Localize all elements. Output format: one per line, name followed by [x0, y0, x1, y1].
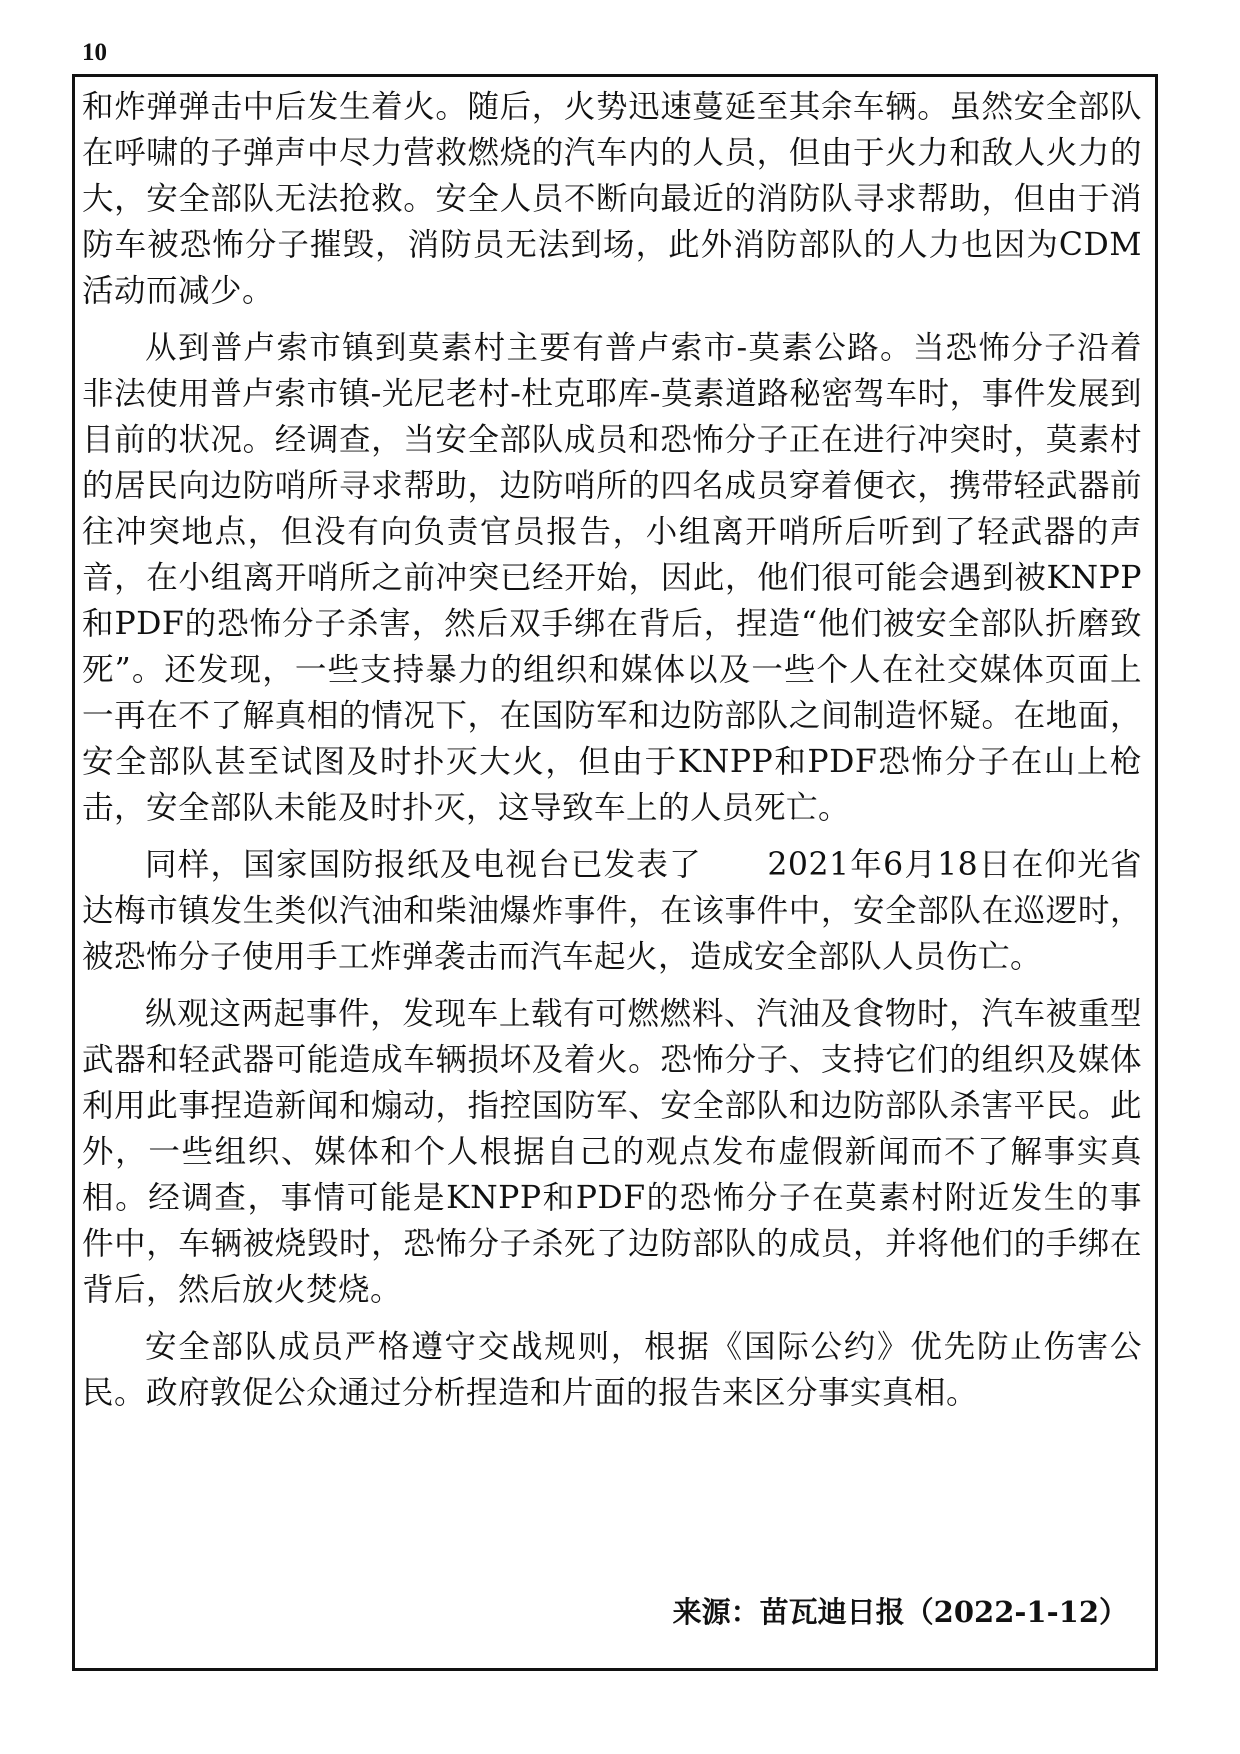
- paragraph-4: 纵观这两起事件，发现车上载有可燃燃料、汽油及食物时，汽车被重型武器和轻武器可能造成车辆损坏及着火。恐怖分子、支持它们的组织及媒体利用此事捏造新闻和煽动，指控国防军、安全部队和边防部队杀害平民。此外，一些组织、媒体和个人根据自己的观点发布虚假新闻而不了解事实真相。经调查，事情可能是KNPP和PDF的恐怖分子在莫素村附近发生的事件中，车辆被烧毁时，恐怖分子杀死了边防部队的成员，并将他们的手绑在背后，然后放火焚烧。: [82, 996, 1142, 1308]
- paragraph-1: 和炸弹弹击中后发生着火。随后，火势迅速蔓延至其余车辆。虽然安全部队在呼啸的子弹声中尽力营救燃烧的汽车内的人员，但由于火力和敌人火力的大，安全部队无法抢救。安全人员不断向最近的消防队寻求帮助，但由于消防车被恐怖分子摧毁，消防员无法到场，此外消防部队的人力也因为CDM活动而减少。: [82, 89, 1142, 309]
- paragraph-2: 从到普卢索市镇到莫素村主要有普卢索市-莫素公路。当恐怖分子沿着非法使用普卢索市镇-光尼老村-杜克耶库-莫素道路秘密驾车时，事件发展到目前的状况。经调查，当安全部队成员和恐怖分子正在进行冲突时，莫素村的居民向边防哨所寻求帮助，边防哨所的四名成员穿着便衣，携带轻武器前往冲突地点，但没有向负责官员报告，小组离开哨所后听到了轻武器的声音，在小组离开哨所之前冲突已经开始，因此，他们很可能会遇到被KNPP和PDF的恐怖分子杀害，然后双手绑在背后，捏造“他们被安全部队折磨致死”。还发现，一些支持暴力的组织和媒体以及一些个人在社交媒体页面上一再在不了解真相的情况下，在国防军和边防部队之间制造怀疑。在地面，安全部队甚至试图及时扑灭大火，但由于KNPP和PDF恐怖分子在山上枪击，安全部队未能及时扑灭，这导致车上的人员死亡。: [82, 330, 1142, 826]
- page-number: 10: [82, 39, 107, 66]
- paragraph-5: 安全部队成员严格遵守交战规则，根据《国际公约》优先防止伤害公民。政府敦促公众通过分析捏造和片面的报告来区分事实真相。: [82, 1329, 1142, 1411]
- paragraph-3: 同样，国家国防报纸及电视台已发表了 2021年6月18日在仰光省达梅市镇发生类似汽油和柴油爆炸事件，在该事件中，安全部队在巡逻时，被恐怖分子使用手工炸弹袭击而汽车起火，造成安全部队人员伤亡。: [82, 847, 1142, 975]
- article-body: [82, 84, 1142, 1427]
- source-attribution: 来源：苗瓦迪日报（2022-1-12）: [672, 1595, 1128, 1629]
